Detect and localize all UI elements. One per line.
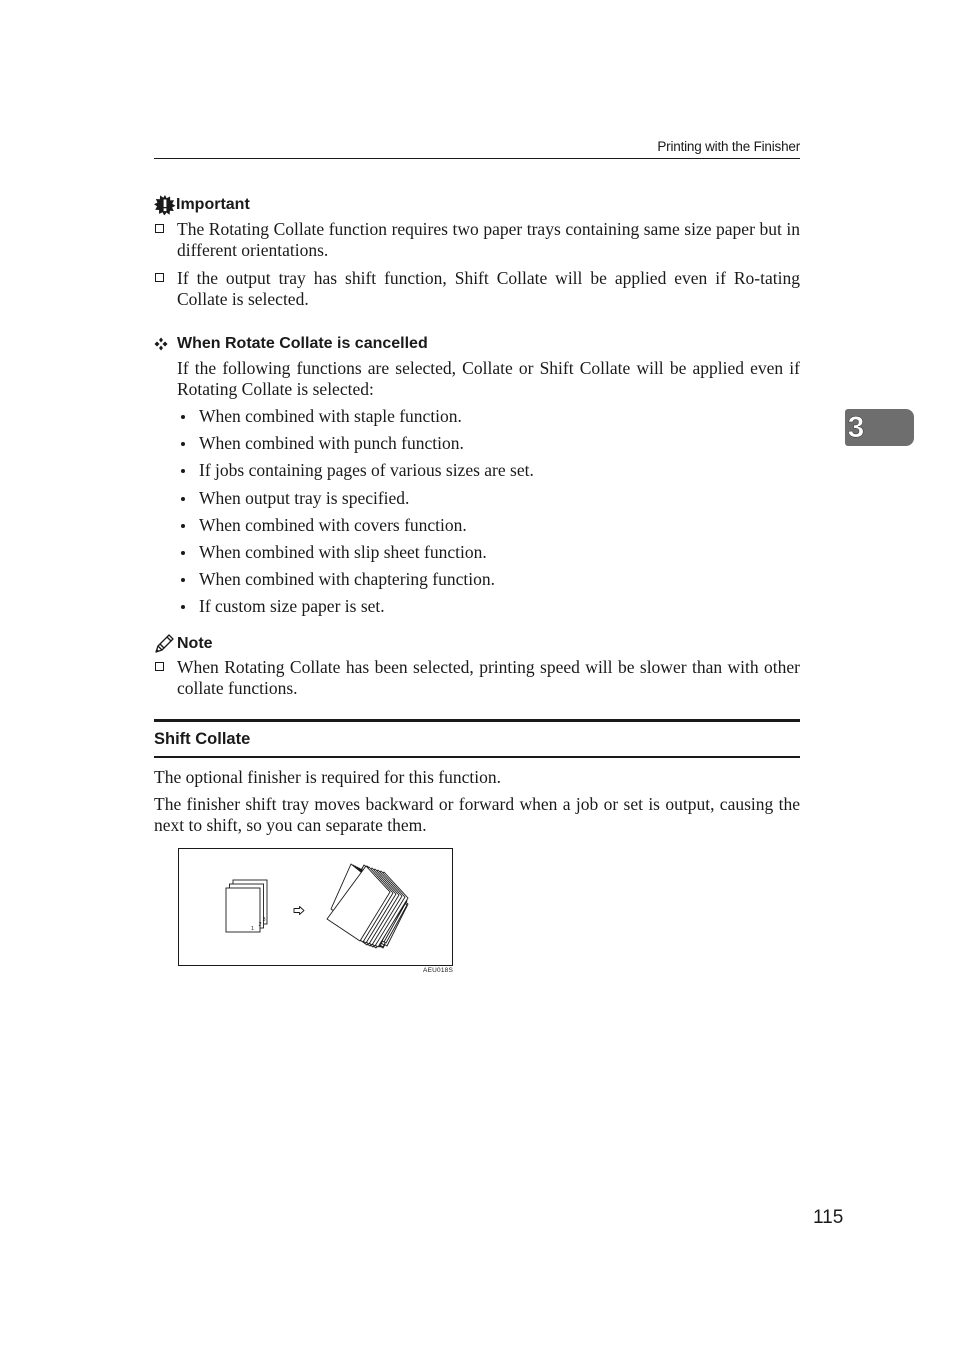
diamond-bullet-icon xyxy=(154,337,177,351)
list-item: When combined with staple function. xyxy=(177,406,800,427)
figure-frame xyxy=(178,848,453,966)
page-number: 115 xyxy=(813,1207,844,1228)
right-arrow-icon xyxy=(294,906,304,914)
cancelled-heading xyxy=(154,335,800,353)
note-list xyxy=(154,657,800,699)
body-paragraph: The finisher shift tray moves backward or forward when a job or set is output, causing the next to shift, so you can separate them. xyxy=(154,793,800,835)
shift-collate-illustration xyxy=(179,849,452,965)
section-title: Shift Collate xyxy=(154,730,251,749)
note-heading-text: Note xyxy=(177,635,213,653)
note-item-text: When Rotating Collate has been selected, printing speed will be slower than with other collate functions. xyxy=(177,657,800,699)
shift-collate-figure xyxy=(178,848,453,974)
shifted-stacks-icon xyxy=(327,864,408,948)
pencil-icon xyxy=(154,634,177,654)
page-label: 2 xyxy=(258,921,262,928)
checkbox-square-icon xyxy=(155,273,164,282)
list-item: If custom size paper is set. xyxy=(177,596,800,617)
checkbox-square-icon xyxy=(155,662,164,671)
chapter-tab xyxy=(845,409,914,446)
list-item: When combined with covers function. xyxy=(177,515,800,536)
list-item: If jobs containing pages of various sizes are set. xyxy=(177,460,800,481)
important-heading-text: Important xyxy=(176,196,250,213)
list-item: When combined with slip sheet function. xyxy=(177,542,800,563)
note-item xyxy=(154,657,800,699)
figure-code: AEU018S xyxy=(423,966,453,974)
header-rule xyxy=(154,158,800,159)
page-label: 3 xyxy=(262,916,266,923)
cancelled-body xyxy=(154,358,800,400)
checkbox-square-icon xyxy=(155,224,164,233)
important-item-text: The Rotating Collate function requires two paper trays containing same size paper but in different orientations. xyxy=(177,219,800,260)
list-item: When combined with chaptering function. xyxy=(177,569,800,590)
cancelled-heading-text: When Rotate Collate is cancelled xyxy=(177,335,428,352)
cancelled-intro: If the following functions are selected, Collate or Shift Collate will be applied even if Rotating Collate is selected: xyxy=(177,358,800,399)
running-header: Printing with the Finisher xyxy=(657,139,800,154)
list-item: When output tray is specified. xyxy=(177,488,800,509)
page-label: 1 xyxy=(251,925,255,932)
important-item-text: If the output tray has shift function, Shift Collate will be applied even if Ro-tating Collate is selected. xyxy=(177,268,800,309)
important-item xyxy=(154,219,800,261)
chapter-number: 3 xyxy=(847,411,865,444)
important-heading xyxy=(154,194,800,216)
important-list xyxy=(154,219,800,310)
note-heading xyxy=(154,634,800,654)
section-bottom-rule xyxy=(154,756,800,758)
cancelled-bullet-list xyxy=(154,406,800,617)
important-burst-icon xyxy=(154,195,176,215)
body-paragraph: The optional finisher is required for this function. xyxy=(154,766,502,787)
important-item xyxy=(154,268,800,310)
list-item: When combined with punch function. xyxy=(177,433,800,454)
page-content xyxy=(154,194,800,974)
